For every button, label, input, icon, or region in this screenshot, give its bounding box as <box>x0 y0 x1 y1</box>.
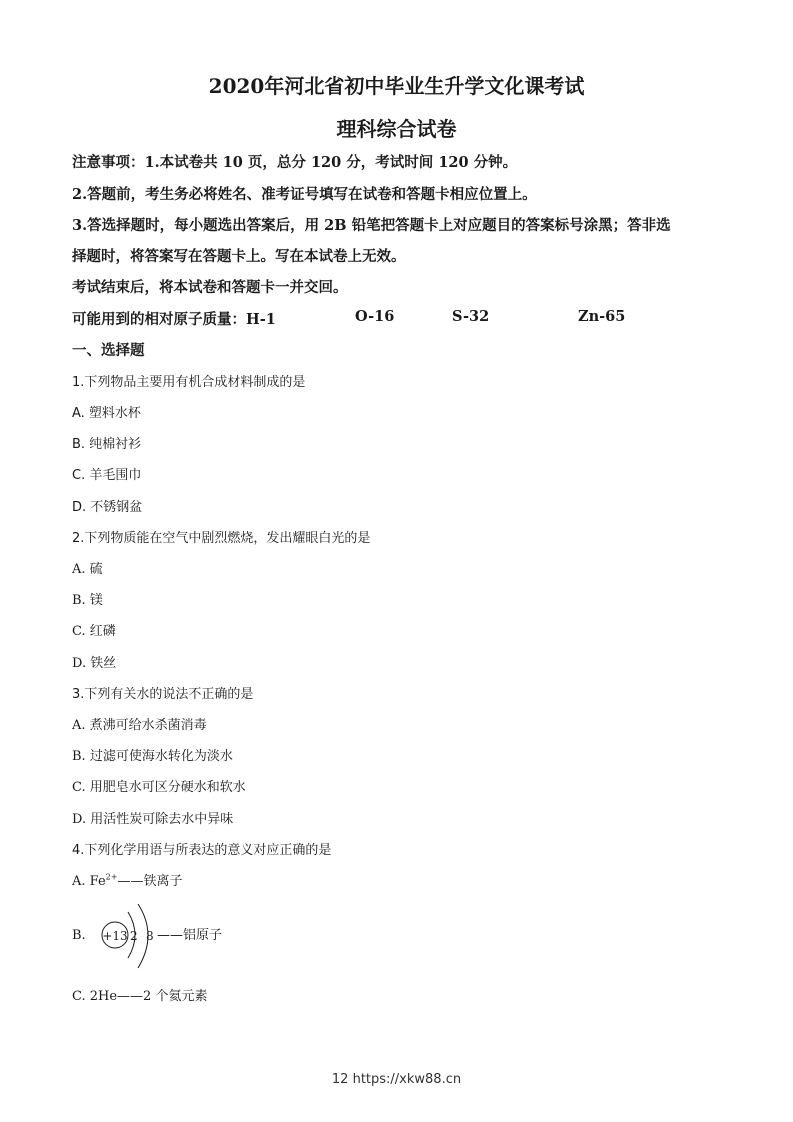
option-a-formula: A. Fe <box>72 874 106 889</box>
page-footer: 12 https://xkw88.cn <box>331 1072 462 1087</box>
question-4-option-a <box>72 870 182 889</box>
question-1-option-a: A. 塑料水杯 <box>72 406 141 421</box>
aluminum-atom-structure-diagram <box>100 902 240 972</box>
question-1-option-b: B. 纯棉衬衫 <box>72 437 142 452</box>
atomic-mass-label: 可能用到的相对原子质量：H-1 <box>72 311 276 328</box>
note-line-5: 考试结束后，将本试卷和答题卡一并交回。 <box>72 279 348 296</box>
atom-meaning: ——铝原子 <box>157 928 223 943</box>
question-4-stem: 4.下列化学用语与所表达的意义对应正确的是 <box>72 843 332 858</box>
nucleus-charge: +13 <box>102 929 128 943</box>
note-line-2: 2.答题前，考生务必将姓名、准考证号填写在试卷和答题卡相应位置上。 <box>72 186 537 203</box>
option-a-meaning: ——铁离子 <box>117 874 183 889</box>
atomic-mass-o: O-16 <box>355 308 395 325</box>
note-line-3: 3.答选择题时，每小题选出答案后，用 2B 铅笔把答题卡上对应题目的答案标号涂黑；答非选 <box>72 217 671 234</box>
question-2-option-d: D. 铁丝 <box>72 656 117 671</box>
option-a-charge: 2+ <box>105 872 118 882</box>
note-line-1: 注意事项：1.本试卷共 10 页，总分 120 分，考试时间 120 分钟。 <box>72 154 518 171</box>
section-heading: 一、选择题 <box>72 342 145 359</box>
question-1-option-d: D. 不锈钢盆 <box>72 500 143 515</box>
question-1-option-c: C. 羊毛围巾 <box>72 468 142 483</box>
question-3-stem: 3.下列有关水的说法不正确的是 <box>72 687 254 702</box>
question-3-option-d: D. 用活性炭可除去水中异味 <box>72 812 234 827</box>
question-4-option-b-label: B. <box>72 928 86 943</box>
atomic-mass-zn: Zn-65 <box>578 308 626 325</box>
question-3-option-b: B. 过滤可使海水转化为淡水 <box>72 749 233 764</box>
exam-subtitle: 理科综合试卷 <box>336 117 457 141</box>
note-line-4: 择题时，将答案写在答题卡上。写在本试卷上无效。 <box>72 248 406 265</box>
question-3-option-a: A. 煮沸可给水杀菌消毒 <box>72 718 207 733</box>
question-2-option-c: C. 红磷 <box>72 624 116 639</box>
question-2-stem: 2.下列物质能在空气中剧烈燃烧，发出耀眼白光的是 <box>72 531 371 546</box>
question-2-option-a: A. 硫 <box>72 562 103 577</box>
shell-2-electrons: 8 <box>146 929 154 943</box>
question-1-stem: 1.下列物品主要用有机合成材料制成的是 <box>72 375 306 390</box>
question-3-option-c: C. 用肥皂水可区分硬水和软水 <box>72 780 246 795</box>
question-4-option-c: C. 2He——2 个氦元素 <box>72 989 208 1004</box>
atomic-mass-s: S-32 <box>452 308 490 325</box>
exam-title: 2020年河北省初中毕业生升学文化课考试 <box>208 74 585 98</box>
question-2-option-b: B. 镁 <box>72 593 103 608</box>
shell-1-electrons: 2 <box>130 929 138 943</box>
